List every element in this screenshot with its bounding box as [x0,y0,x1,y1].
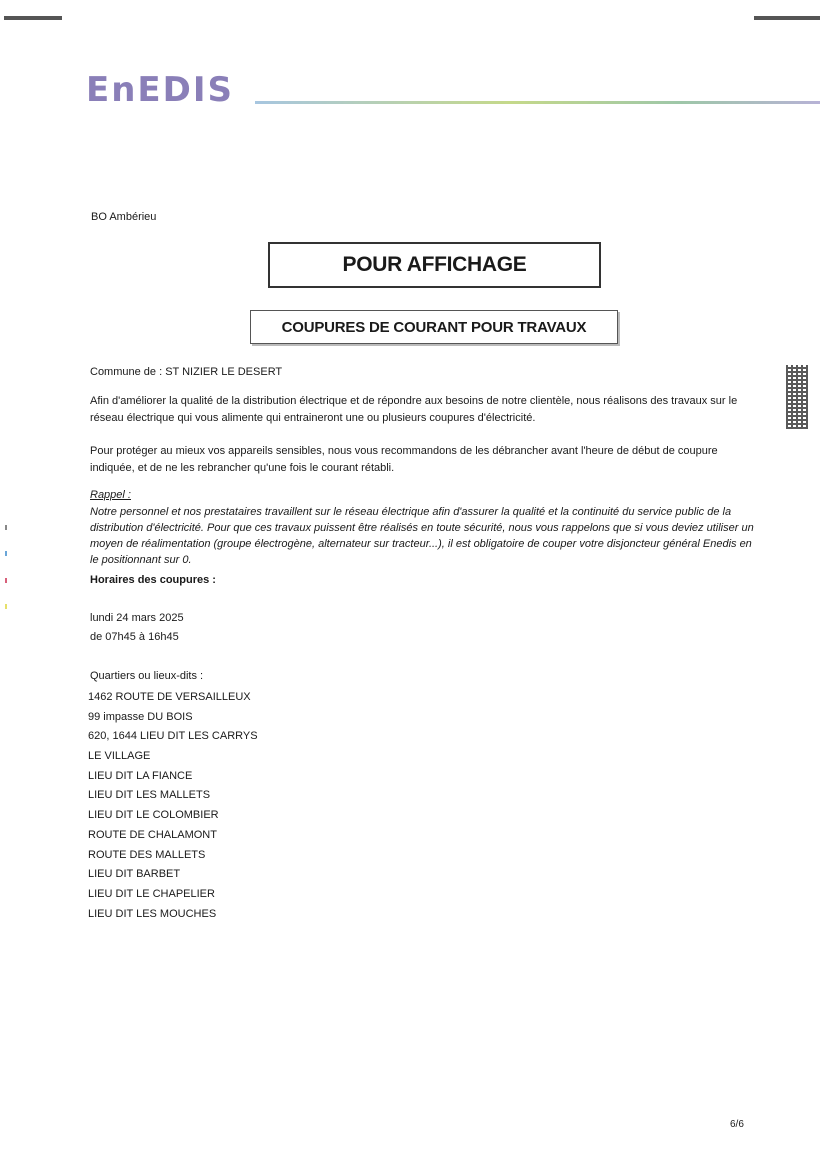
advice-paragraph: Pour protéger au mieux vos appareils sensibles, nous vous recommandons de les débrancher avant l'heure de début de coupure indiquée, et de ne les rebrancher qu'une fois le courant rétabli. [90,445,718,474]
enedis-logo: EnEDIS [86,70,235,110]
notice-title-box [268,242,601,288]
schedule-heading: Horaires des coupures : [90,574,216,586]
places-heading: Quartiers ou lieux-dits : [90,670,204,682]
outage-date: lundi 24 mars 2025 [90,612,184,624]
places-list [88,688,258,924]
list-item: LIEU DIT LE CHAPELIER [88,887,215,900]
list-item: 99 impasse DU BOIS [88,710,193,723]
logo-underline [255,101,820,104]
notice-title: POUR AFFICHAGE [342,253,527,276]
scan-edge-mark-right [754,16,820,20]
sender-office: BO Ambérieu [91,211,157,223]
list-item: ROUTE DES MALLETS [88,848,206,861]
document-barcode [786,365,808,429]
list-item: 620, 1644 LIEU DIT LES CARRYS [88,730,258,743]
margin-mark [5,551,7,556]
scan-edge-mark-left [4,16,62,20]
reminder-label: Rappel : [90,489,131,501]
list-item: ROUTE DE CHALAMONT [88,828,217,841]
margin-mark [5,525,7,530]
commune-line: Commune de : ST NIZIER LE DESERT [90,366,283,378]
page-number: 6/6 [730,1119,744,1130]
list-item: LE VILLAGE [88,750,151,763]
margin-mark [5,604,7,609]
notice-subtitle: COUPURES DE COURANT POUR TRAVAUX [281,318,587,336]
reminder-text: Notre personnel et nos prestataires travaillent sur le réseau électrique afin d'assurer la qualité et la continuité du service public de la distribution d'électricité. Pour que ces travaux puissent être réalisés en toute sécurité, nous vous rappelons que si vous deviez utiliser un moyen de réalimentation (groupe électrogène, alternateur sur tracteur...), il est obligatoire de couper votre disjoncteur général Enedis en le positionnant sur 0. [90,506,754,566]
notice-subtitle-box [250,310,618,344]
list-item: LIEU DIT LE COLOMBIER [88,809,219,822]
list-item: LIEU DIT LA FIANCE [88,769,193,782]
list-item: LIEU DIT LES MOUCHES [88,907,217,920]
outage-time: de 07h45 à 16h45 [90,631,179,643]
list-item: 1462 ROUTE DE VERSAILLEUX [88,691,251,703]
list-item: LIEU DIT LES MALLETS [88,789,211,802]
list-item: LIEU DIT BARBET [88,868,181,881]
margin-mark [5,578,7,583]
intro-paragraph: Afin d'améliorer la qualité de la distribution électrique et de répondre aux besoins de notre clientèle, nous réalisons des travaux sur le réseau électrique qui vous alimente qui entraineront une ou plusieurs coupures d'électricité. [90,395,738,424]
